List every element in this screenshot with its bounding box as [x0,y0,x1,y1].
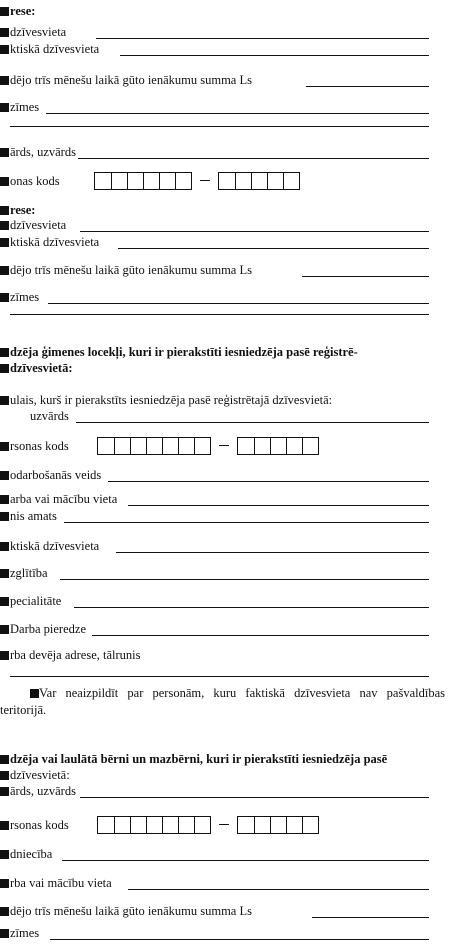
address-heading [0,4,35,19]
income-field-2[interactable] [302,264,429,277]
child-personal-code-row [0,816,319,834]
education-field[interactable] [60,567,429,580]
experience-row [0,622,86,637]
label: ktiskā dzīvesvieta [10,539,100,553]
child-notes-row [0,926,39,941]
label: uzvārds [30,409,69,423]
label: ktiskā dzīvesvieta [10,235,100,249]
name-surname-row [0,145,76,160]
registered-residence-field[interactable] [96,26,429,39]
code-separator [200,180,210,181]
label: zīmes [10,100,40,114]
label: rba vai mācību vieta [10,876,112,890]
label: rese: [10,4,36,18]
position-field[interactable] [64,510,429,523]
registered-residence-row-2 [0,218,66,233]
label: ulais, kurš ir pierakstīts iesniedzēja pasē reģistrētajā dzīvesvietā: [10,393,333,407]
children-heading [0,752,387,767]
label: Darba pieredze [10,622,86,636]
spouse-line [0,393,332,408]
child-work-place-field[interactable] [128,877,429,890]
label: dzīvesvietā: [10,361,73,375]
notes-continuation-line-2[interactable] [10,314,429,315]
label: zīmes [10,926,40,940]
label: dējo trīs mēnešu laikā gūto ienākumu summa Ls [10,73,252,87]
label: zglītība [10,566,48,580]
code-separator [219,445,229,446]
spouse-personal-code-row [0,437,319,455]
notes-row [0,100,39,115]
education-row [0,566,48,581]
spouse-surname-field[interactable] [76,410,429,423]
income-field[interactable] [306,74,429,87]
notes-field-2[interactable] [48,291,429,304]
child-name-field[interactable] [80,785,429,798]
position-row [0,509,57,524]
employer-address-line[interactable] [10,676,429,677]
income-row-2 [0,263,252,278]
actual-residence-field-2[interactable] [118,236,429,249]
spouse-code-boxes-part2[interactable] [237,437,319,455]
label: dzēja vai laulātā bērni un mazbērni, kuri ir pierakstīti iesniedzēja pasē [10,752,388,766]
label: ārds, uzvārds [10,784,76,798]
personal-code-boxes-part1[interactable] [94,172,192,190]
code-separator [219,824,229,825]
work-place-row [0,492,117,507]
specialty-field[interactable] [74,595,429,608]
child-work-place-row [0,876,112,891]
child-income-field[interactable] [312,905,429,918]
kinship-row [0,847,52,862]
employer-address-row [0,648,141,663]
label: dzīvesvieta [10,25,67,39]
note-paragraph [0,685,445,719]
actual-residence-field[interactable] [120,43,429,56]
spouse-surname-row [30,409,69,424]
name-surname-field[interactable] [78,146,429,159]
label: dzīvesvietā: [10,768,70,782]
label: rba devēja adrese, tālrunis [10,648,141,662]
address-heading-2 [0,203,35,218]
personal-code-boxes-part2[interactable] [218,172,300,190]
child-notes-field[interactable] [50,927,429,940]
actual-residence-row-3 [0,539,99,554]
label: pecialitāte [10,594,62,608]
label: nis amats [10,509,57,523]
actual-residence-row [0,42,99,57]
experience-field[interactable] [92,623,429,636]
label: dniecība [10,847,53,861]
personal-code-row [0,172,300,190]
label: onas kods [10,174,60,188]
label: dzēja ģimenes locekļi, kuri ir pierakstīti iesniedzēja pasē reģistrē- [10,345,358,359]
kinship-field[interactable] [62,848,429,861]
label: rsonas kods [10,818,69,832]
child-name-row [0,784,76,799]
child-code-boxes-part1[interactable] [97,816,211,834]
child-code-boxes-part2[interactable] [237,816,319,834]
spouse-code-boxes-part1[interactable] [97,437,211,455]
label: dējo trīs mēnešu laikā gūto ienākumu summa Ls [10,263,252,277]
label: odarbošanās veids [10,468,102,482]
label: rsonas kods [10,439,69,453]
income-row [0,73,252,88]
label: dzīvesvieta [10,218,67,232]
occupation-type-field[interactable] [108,469,429,482]
notes-field[interactable] [46,101,429,114]
family-members-heading-cont [0,361,72,376]
children-heading-cont [0,768,70,783]
registered-residence-field-2[interactable] [80,219,429,232]
specialty-row [0,594,61,609]
label: ktiskā dzīvesvieta [10,42,100,56]
label: dējo trīs mēnešu laikā gūto ienākumu summa Ls [10,904,252,918]
note-text: Var neaizpildīt par personām, kuru faktiskā dzīvesvieta nav pašvaldības teritorijā. [0,686,445,717]
actual-residence-field-3[interactable] [116,540,429,553]
child-income-row [0,904,252,919]
registered-residence-row [0,25,66,40]
label: arba vai mācību vieta [10,492,118,506]
actual-residence-row-2 [0,235,99,250]
label: ārds, uzvārds [10,145,76,159]
family-members-heading [0,345,358,360]
notes-continuation-line[interactable] [10,126,429,127]
notes-row-2 [0,290,39,305]
label: rese: [10,203,36,217]
label: zīmes [10,290,40,304]
occupation-type-row [0,468,101,483]
work-place-field[interactable] [128,493,429,506]
